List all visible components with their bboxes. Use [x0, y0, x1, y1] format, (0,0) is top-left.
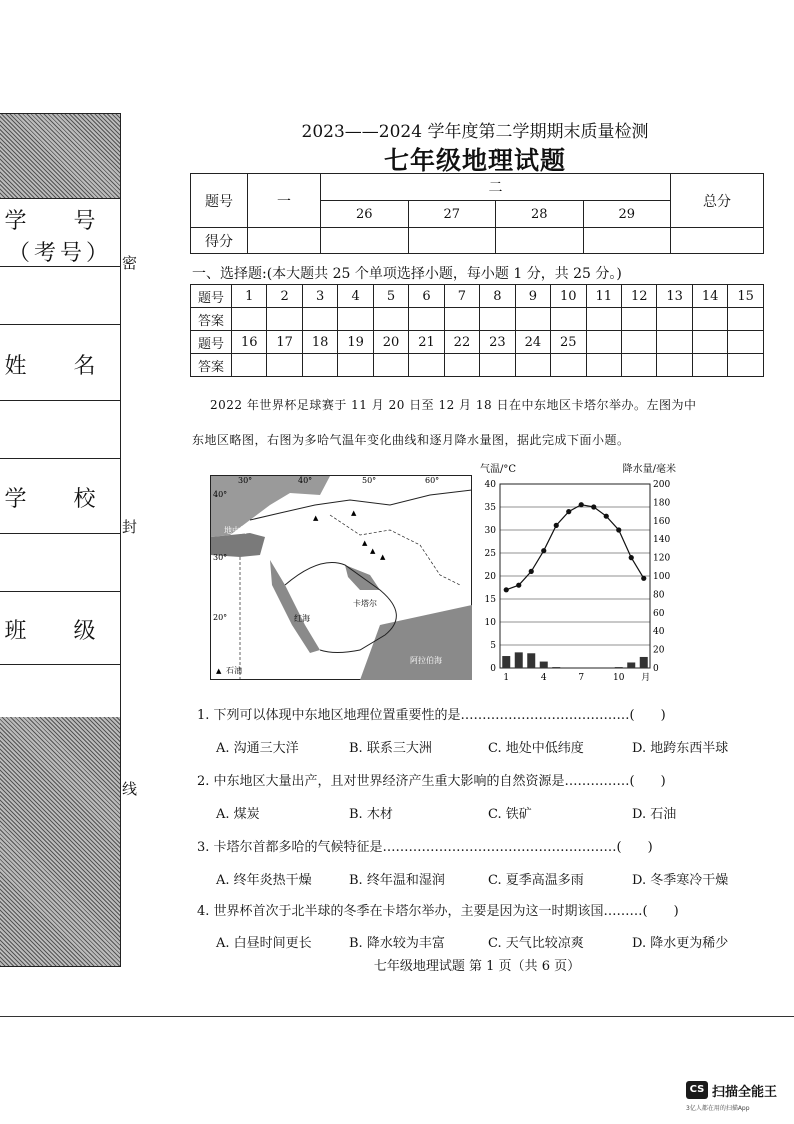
chart-right-tick-label: 100 [653, 572, 671, 582]
class-line [0, 664, 120, 665]
answer-cell[interactable] [409, 308, 444, 331]
row-label: 答案 [191, 354, 232, 377]
score-table-subcol: 27 [408, 201, 496, 228]
temperature-point [541, 548, 546, 553]
chart-right-tick-label: 160 [653, 516, 671, 527]
question-number-cell: 16 [232, 331, 267, 354]
chart-left-tick-label: 25 [484, 549, 496, 559]
passage-line-2: 东地区略图，右图为多哈气温年变化曲线和逐月降水量图，据此完成下面小题。 [192, 433, 630, 447]
school-label: 学 校 [4, 487, 116, 512]
score-cell[interactable] [496, 228, 584, 254]
question-3-stem: 3. 卡塔尔首都多哈的气候特征是………………………………………………( ) [197, 840, 653, 855]
scanner-app-name: 扫描全能王 [712, 1085, 778, 1100]
question-number-cell [657, 331, 692, 354]
question-number-cell: 24 [515, 331, 550, 354]
q3-option-a[interactable]: A. 终年炎热干燥 [216, 873, 312, 888]
lat-label: 40° [213, 490, 228, 499]
answer-cell[interactable] [621, 354, 656, 377]
question-number-cell: 22 [444, 331, 479, 354]
question-number-cell: 13 [657, 285, 692, 308]
row-label: 答案 [191, 308, 232, 331]
page-footer: 七年级地理试题 第 1 页（共 6 页） [373, 959, 581, 974]
temperature-point [591, 504, 596, 509]
q4-option-b[interactable]: B. 降水较为丰富 [349, 936, 445, 951]
score-table-col1: 一 [248, 174, 321, 228]
answer-cell[interactable] [551, 354, 586, 377]
q4-option-d[interactable]: D. 降水更为稀少 [632, 936, 729, 951]
chart-x-axis-title: 月 [641, 673, 651, 683]
place-label-qatar: 卡塔尔 [353, 599, 377, 608]
score-table-qlabel: 题号 [191, 174, 248, 228]
answer-cell[interactable] [373, 308, 408, 331]
answer-cell[interactable] [728, 308, 764, 331]
score-cell[interactable] [248, 228, 321, 254]
answer-cell[interactable] [338, 308, 373, 331]
chart-left-tick-label: 5 [490, 641, 496, 651]
question-number-cell [586, 331, 621, 354]
q4-option-c[interactable]: C. 天气比较凉爽 [488, 936, 584, 951]
question-number-cell: 2 [267, 285, 302, 308]
chart-left-tick-label: 35 [484, 503, 496, 513]
chart-right-tick-label: 200 [653, 480, 671, 490]
answer-cell[interactable] [480, 354, 515, 377]
student-id-line [0, 266, 120, 267]
chart-left-tick-label: 0 [490, 664, 496, 674]
chart-x-tick-label: 1 [503, 673, 510, 683]
question-number-cell: 14 [692, 285, 727, 308]
answer-row [191, 308, 764, 331]
question-number-cell [621, 331, 656, 354]
temperature-point [504, 587, 509, 592]
exam-id-label: （考号） [7, 241, 112, 266]
answer-cell[interactable] [551, 308, 586, 331]
chart-right-tick-label: 120 [653, 553, 671, 564]
exam-header: 2023——2024 学年度第二学期期末质量检测 [301, 122, 649, 142]
score-table-total: 总分 [671, 174, 764, 228]
chart-left-tick-label: 40 [484, 480, 496, 490]
q2-option-b[interactable]: B. 木材 [349, 807, 393, 822]
q3-option-b[interactable]: B. 终年温和湿润 [349, 873, 445, 888]
answer-cell[interactable] [373, 354, 408, 377]
lat-label: 30° [213, 553, 228, 562]
chart-left-tick-label: 20 [484, 572, 496, 582]
seal-char-mi: 密 [122, 254, 138, 272]
score-table [190, 173, 764, 254]
chart-right-tick-label: 60 [653, 608, 665, 619]
score-cell[interactable] [583, 228, 671, 254]
chart-x-tick-label: 10 [613, 673, 625, 683]
page-bottom-rule [0, 1016, 794, 1017]
q1-option-b[interactable]: B. 联系三大洲 [349, 741, 432, 756]
question-number-cell: 10 [551, 285, 586, 308]
divider [0, 198, 120, 199]
precipitation-bar [615, 667, 623, 668]
q3-option-c[interactable]: C. 夏季高温多雨 [488, 873, 584, 888]
school-line [0, 533, 120, 534]
oil-symbol: ▲ [380, 553, 386, 561]
chart-right-tick-label: 140 [653, 535, 671, 546]
question-number-cell: 11 [586, 285, 621, 308]
answer-cell[interactable] [267, 308, 302, 331]
chart-right-tick-label: 180 [653, 498, 671, 509]
oil-symbol: ▲ [351, 509, 357, 517]
middle-east-map [210, 475, 472, 680]
temperature-point [604, 514, 609, 519]
question-number-cell: 19 [338, 331, 373, 354]
place-label-mediterranean: 地中海 [224, 526, 248, 535]
temperature-point [579, 502, 584, 507]
q1-option-a[interactable]: A. 沟通三大洋 [216, 741, 299, 756]
temperature-point [616, 527, 621, 532]
chart-right-tick-label: 20 [653, 645, 665, 656]
chart-right-tick-label: 0 [653, 664, 659, 674]
q2-option-c[interactable]: C. 铁矿 [488, 807, 532, 822]
question-1-stem: 1. 下列可以体现中东地区地理位置重要性的是…………………………………( ) [197, 708, 666, 723]
temperature-point [641, 576, 646, 581]
question-number-cell: 15 [728, 285, 764, 308]
score-cell[interactable] [408, 228, 496, 254]
lon-label: 40° [298, 476, 313, 485]
legend-oil-label: 石油 [226, 666, 242, 675]
chart-right-tick-label: 40 [653, 627, 665, 638]
temperature-point [629, 555, 634, 560]
question-number-cell [692, 331, 727, 354]
question-number-cell: 4 [338, 285, 373, 308]
question-number-cell: 21 [409, 331, 444, 354]
precipitation-bar [527, 653, 535, 668]
oil-symbol: ▲ [362, 539, 368, 547]
answer-cell[interactable] [515, 308, 550, 331]
scanner-tagline: 3亿人都在用的扫描App [686, 1105, 750, 1112]
name-label: 姓 名 [4, 354, 116, 379]
chart-left-axis-title: 气温/°C [480, 464, 517, 475]
score-table-subcol: 28 [496, 201, 584, 228]
answer-cell[interactable] [515, 354, 550, 377]
question-number-cell: 25 [551, 331, 586, 354]
answer-cell[interactable] [302, 308, 337, 331]
answer-cell[interactable] [728, 354, 764, 377]
question-number-cell: 20 [373, 331, 408, 354]
answer-cell[interactable] [692, 308, 727, 331]
answer-cell[interactable] [338, 354, 373, 377]
temperature-point [554, 523, 559, 528]
lon-label: 60° [425, 476, 440, 485]
row-label: 题号 [191, 331, 232, 354]
place-label-red-sea: 红海 [294, 614, 310, 623]
temperature-point [516, 583, 521, 588]
chart-x-tick-label: 4 [540, 673, 547, 683]
question-number-cell: 3 [302, 285, 337, 308]
answer-cell[interactable] [621, 308, 656, 331]
answer-cell[interactable] [657, 354, 692, 377]
answer-cell[interactable] [267, 354, 302, 377]
precipitation-bar [515, 652, 523, 668]
precipitation-bar [552, 667, 560, 668]
score-cell[interactable] [321, 228, 409, 254]
question-number-row [191, 285, 764, 308]
section-heading: 一、选择题:(本大题共 25 个单项选择小题，每小题 1 分，共 25 分。) [192, 266, 622, 282]
seal-char-feng: 封 [122, 518, 138, 536]
lon-label: 50° [362, 476, 377, 485]
precipitation-bar [540, 662, 548, 668]
temperature-point [566, 509, 571, 514]
name-line [0, 400, 120, 401]
question-number-cell: 23 [480, 331, 515, 354]
class-label: 班 级 [4, 619, 116, 644]
precipitation-bar [640, 657, 648, 668]
question-4-stem: 4. 世界杯首次于北半球的冬季在卡塔尔举办，主要是因为这一时期该国………( ) [197, 904, 679, 919]
answer-cell[interactable] [232, 354, 267, 377]
score-table-score-label: 得分 [191, 228, 248, 254]
score-cell[interactable] [671, 228, 764, 254]
climate-chart [478, 460, 678, 692]
precipitation-bar [627, 662, 635, 668]
q1-option-c[interactable]: C. 地处中低纬度 [488, 741, 584, 756]
answer-cell[interactable] [586, 354, 621, 377]
precipitation-bar [502, 656, 510, 668]
answer-cell[interactable] [232, 308, 267, 331]
row-label: 题号 [191, 285, 232, 308]
exam-title: 七年级地理试题 [383, 146, 566, 175]
question-number-cell: 18 [302, 331, 337, 354]
hatched-area-top [0, 114, 120, 198]
question-number-cell: 5 [373, 285, 408, 308]
q1-option-d[interactable]: D. 地跨东西半球 [632, 741, 729, 756]
score-table-col2: 二 [321, 174, 671, 201]
passage-line-1: 2022 年世界杯足球赛于 11 月 20 日至 12 月 18 日在中东地区卡塔尔举办。左图为中 [210, 398, 697, 412]
lat-label: 20° [213, 613, 228, 622]
answer-cell[interactable] [444, 308, 479, 331]
lon-label: 30° [238, 476, 253, 485]
question-number-cell: 9 [515, 285, 550, 308]
divider [0, 591, 120, 592]
chart-right-tick-label: 80 [653, 590, 665, 601]
score-table-subcol: 29 [583, 201, 671, 228]
chart-left-tick-label: 10 [484, 618, 496, 628]
answer-cell[interactable] [586, 308, 621, 331]
question-number-cell [728, 331, 764, 354]
student-id-label: 学 号 [4, 209, 116, 234]
legend-oil-symbol: ▲ [216, 667, 222, 675]
question-number-row [191, 331, 764, 354]
scanner-logo-icon: CS [686, 1081, 708, 1099]
q2-option-d[interactable]: D. 石油 [632, 807, 677, 822]
oil-symbol: ▲ [313, 514, 319, 522]
answer-cell[interactable] [302, 354, 337, 377]
answer-cell[interactable] [657, 308, 692, 331]
chart-left-tick-label: 15 [484, 595, 496, 605]
chart-right-axis-title: 降水量/毫米 [622, 464, 676, 475]
chart-x-tick-label: 7 [578, 673, 585, 683]
q2-option-a[interactable]: A. 煤炭 [216, 807, 260, 822]
answer-table [190, 284, 764, 377]
temperature-point [529, 569, 534, 574]
divider [0, 458, 120, 459]
question-number-cell: 6 [409, 285, 444, 308]
answer-cell[interactable] [444, 354, 479, 377]
question-number-cell: 8 [480, 285, 515, 308]
binding-strip [0, 113, 121, 967]
answer-cell[interactable] [409, 354, 444, 377]
divider [0, 324, 120, 325]
chart-left-tick-label: 30 [484, 526, 496, 536]
question-number-cell: 7 [444, 285, 479, 308]
place-label-arabian-sea: 阿拉伯海 [410, 656, 442, 665]
question-number-cell: 17 [267, 331, 302, 354]
hatched-area-bottom [0, 717, 120, 966]
q3-option-d[interactable]: D. 冬季寒冷干燥 [632, 873, 729, 888]
question-number-cell: 12 [621, 285, 656, 308]
question-2-stem: 2. 中东地区大量出产，且对世界经济产生重大影响的自然资源是……………( ) [197, 774, 666, 789]
question-number-cell: 1 [232, 285, 267, 308]
oil-symbol: ▲ [370, 547, 376, 555]
answer-row [191, 354, 764, 377]
seal-char-xian: 线 [122, 780, 138, 798]
score-table-subcol: 26 [321, 201, 409, 228]
answer-cell[interactable] [480, 308, 515, 331]
answer-cell[interactable] [692, 354, 727, 377]
q4-option-a[interactable]: A. 白昼时间更长 [216, 936, 312, 951]
